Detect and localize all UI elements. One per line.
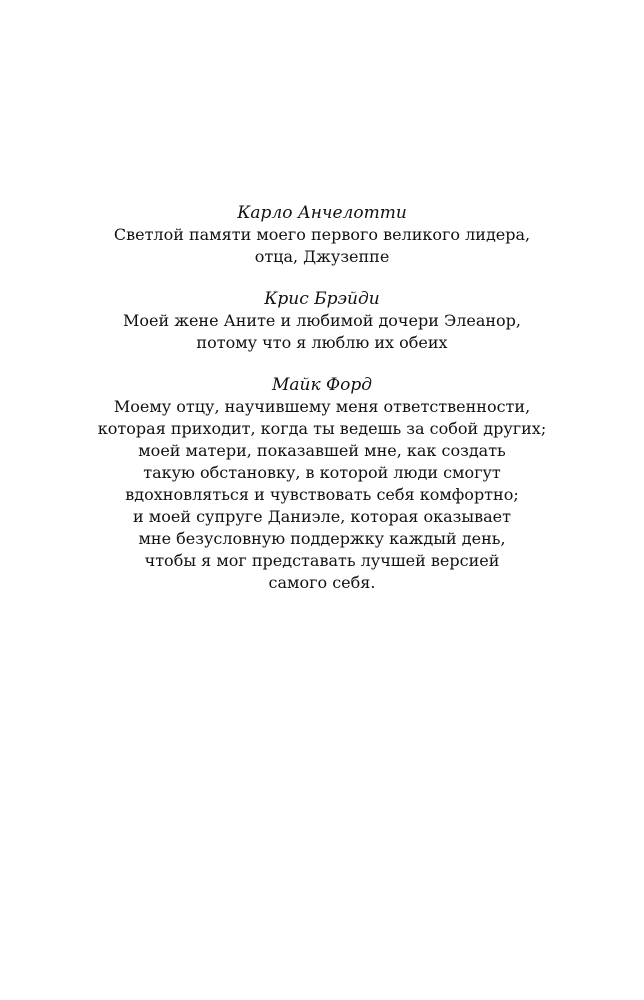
dedications-block: [0, 202, 644, 594]
dedication-line: которая приходит, когда ты ведешь за собой других;: [97, 419, 547, 438]
dedication-ancelotti: [0, 202, 644, 268]
dedication-brady: [0, 288, 644, 354]
dedication-line: Светлой памяти моего первого великого лидера,: [113, 225, 531, 244]
dedication-author: Крис Брэйди: [264, 289, 380, 309]
dedication-author: Карло Анчелотти: [237, 203, 407, 223]
dedication-line: самого себя.: [268, 573, 376, 592]
dedication-line: потому что я люблю их обеих: [196, 333, 448, 352]
dedication-line: вдохновляться и чувствовать себя комфортно;: [125, 485, 519, 504]
dedication-line: чтобы я мог представать лучшей версией: [144, 551, 500, 570]
dedication-line: мне безусловную поддержку каждый день,: [138, 529, 506, 548]
dedication-ford: [0, 374, 644, 594]
dedication-line: Моей жене Аните и любимой дочери Элеанор,: [122, 311, 522, 330]
dedication-line: и моей супруге Даниэле, которая оказывает: [133, 507, 511, 526]
dedication-line: отца, Джузеппе: [254, 247, 390, 266]
dedication-line: такую обстановку, в которой люди смогут: [143, 463, 501, 482]
dedication-author: Майк Форд: [271, 375, 373, 395]
dedication-line: Моему отцу, научившему меня ответственности,: [113, 397, 531, 416]
dedication-line: моей матери, показавшей мне, как создать: [138, 441, 506, 460]
